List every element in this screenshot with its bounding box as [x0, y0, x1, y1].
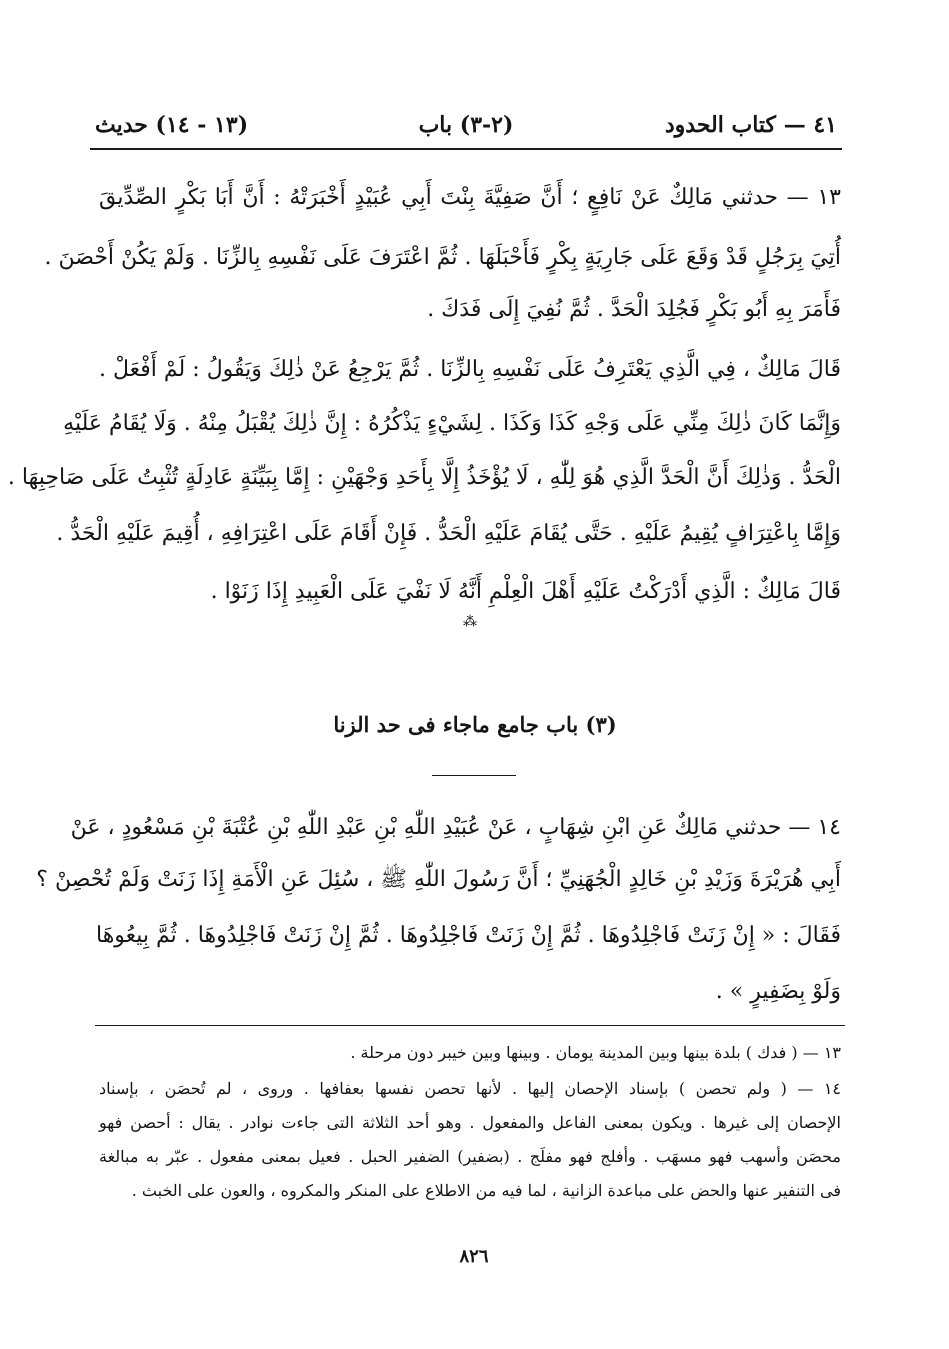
footnote-14-line-4: فى التنفير عنها والحض على مباعدة الزانية ، لما فيه من الاطلاع على المنكر والمكروه ، والعون على الخبث .	[131, 1181, 841, 1200]
running-header	[95, 112, 837, 148]
commentary-line-2: وَإِنَّمَا كَانَ ذٰلِكَ مِنِّي عَلَى وَجْهِ كَذَا وَكَذَا . لِشَيْءٍ يَذْكُرُهُ : إِنَّ ذٰلِكَ يُقْبَلُ مِنْهُ . وَلَا يُقَامُ عَلَيْهِ	[63, 411, 841, 436]
page-number: ٨٢٦	[459, 1246, 489, 1267]
footnote-14-line-2: الإحصان إلى غيرها . ويكون بمعنى الفاعل والمفعول . وهو أحد الثلاثة التى جاءت نوادر . يقال : أحصن فهو	[99, 1113, 841, 1132]
hadith-13-line-1: ١٣ — حدثني مَالِكٌ عَنْ نَافِعٍ ؛ أَنَّ صَفِيَّةَ بِنْتَ أَبِي عُبَيْدٍ أَخْبَرَتْهُ : أَنَّ أَبَا بَكْرٍ الصِّدِّيقَ	[99, 185, 841, 210]
chapter-heading: (٣) باب جامع ماجاء فى حد الزنا	[333, 712, 617, 737]
footnote-rule	[95, 1025, 845, 1026]
commentary-line-3: الْحَدُّ . وَذٰلِكَ أَنَّ الْحَدَّ الَّذِي هُوَ لِلّٰهِ ، لَا يُؤْخَذُ إِلَّا بِأَحَدِ وَجْهَيْنِ : إِمَّا بِبَيِّنَةٍ عَادِلَةٍ تُثْبِتُ عَلَى صَاحِبِهَا .	[7, 465, 841, 490]
footnote-14-line-1: ١٤ — ( ولم تحصن ) بإسناد الإحصان إليها . لأنها تحصن نفسها بعفافها . وروى ، لم تُحصَن ، بإسناد	[99, 1079, 841, 1098]
chapter-rule	[432, 775, 516, 776]
footnote-14-line-3: محصَن وأسهب فهو مسهَب . وأفلج فهو مفلَج . (بضفير) الضفير الحبل . فعيل بمعنى مفعول . عبّر به مبالغة	[99, 1147, 841, 1166]
commentary-line-4: وَإِمَّا بِاعْتِرَافٍ يُقِيمُ عَلَيْهِ . حَتَّى يُقَامَ عَلَيْهِ الْحَدُّ . فَإِنْ أَقَامَ عَلَى اعْتِرَافِهِ ، أُقِيمَ عَلَيْهِ الْحَدُّ .	[56, 521, 841, 546]
header-chapter-ref: (٢-٣) باب	[418, 112, 514, 138]
commentary-line-5: قَالَ مَالِكٌ : الَّذِي أَدْرَكْتُ عَلَيْهِ أَهْلَ الْعِلْمِ أَنَّهُ لَا نَفْيَ عَلَى الْعَبِيدِ إِذَا زَنَوْا .	[210, 579, 841, 604]
hadith-14-line-1: ١٤ — حدثني مَالِكٌ عَنِ ابْنِ شِهَابٍ ، عَنْ عُبَيْدِ اللّٰهِ بْنِ عَبْدِ اللّٰهِ بْنِ عُتْبَةَ بْنِ مَسْعُودٍ ، عَنْ	[70, 815, 841, 840]
hadith-14-line-2: أَبِي هُرَيْرَةَ وَزَيْدِ بْنِ خَالِدٍ الْجُهَنِيِّ ؛ أَنَّ رَسُولَ اللّٰهِ ﷺ ، سُئِلَ عَنِ الْأَمَةِ إِذَا زَنَتْ وَلَمْ تُحْصِنْ ؟	[36, 867, 841, 892]
section-separator: ⁂	[463, 614, 477, 630]
hadith-13-line-2: أُتِيَ بِرَجُلٍ قَدْ وَقَعَ عَلَى جَارِيَةٍ بِكْرٍ فَأَحْبَلَهَا . ثُمَّ اعْتَرَفَ عَلَى نَفْسِهِ بِالزِّنَا . وَلَمْ يَكُنْ أَحْصَنَ .	[44, 245, 841, 270]
hadith-13-line-3: فَأَمَرَ بِهِ أَبُو بَكْرٍ فَجُلِدَ الْحَدَّ . ثُمَّ نُفِيَ إِلَى فَدَكَ .	[427, 297, 841, 322]
commentary-line-1: قَالَ مَالِكٌ ، فِي الَّذِي يَعْتَرِفُ عَلَى نَفْسِهِ بِالزِّنَا . ثُمَّ يَرْجِعُ عَنْ ذٰلِكَ وَيَقُولُ : لَمْ أَفْعَلْ .	[99, 357, 841, 382]
footnote-13: ١٣ — ( فدك ) بلدة بينها وبين المدينة يومان . وبينها وبين خيبر دون مرحلة .	[350, 1043, 841, 1062]
header-hadith-range: (١٣ - ١٤) حديث	[95, 112, 249, 138]
header-book-title: ٤١ — كتاب الحدود	[664, 112, 837, 138]
hadith-14-line-4: وَلَوْ بِضَفِيرٍ » .	[715, 979, 841, 1004]
header-rule	[90, 148, 842, 150]
hadith-14-line-3: فَقَالَ : « إِنْ زَنَتْ فَاجْلِدُوهَا . ثُمَّ إِنْ زَنَتْ فَاجْلِدُوهَا . ثُمَّ إِنْ زَنَتْ فَاجْلِدُوهَا . ثُمَّ بِيعُوهَا	[96, 923, 841, 948]
